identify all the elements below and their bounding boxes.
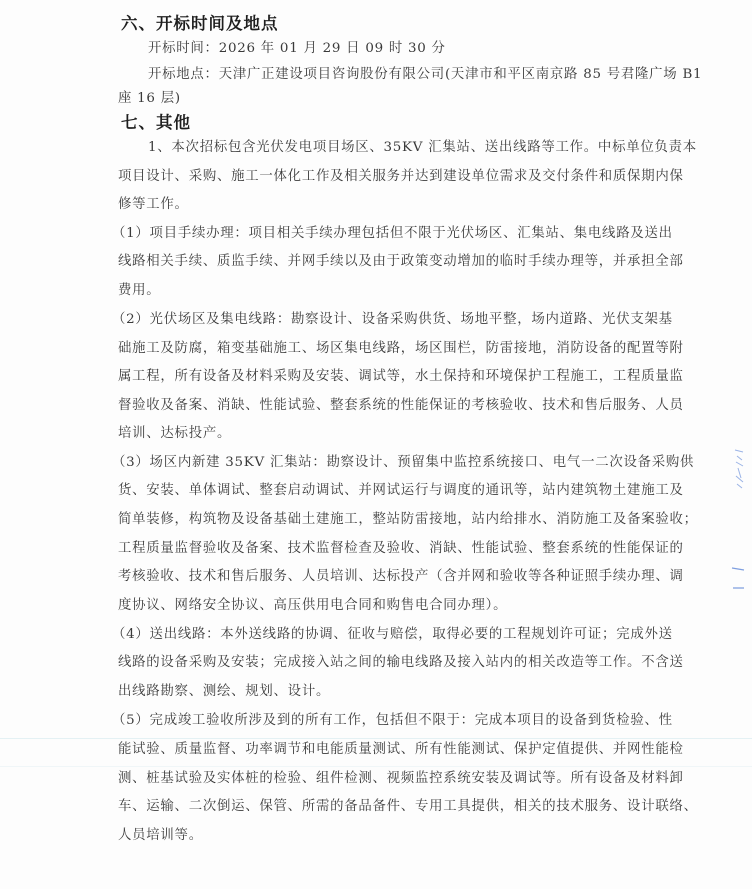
sub1-line: 线路相关手续、质监手续、并网手续以及由于政策变动增加的临时手续办理等，并承担全部	[118, 254, 684, 269]
sub1-line: 费用。	[118, 283, 161, 298]
handwriting-mark	[733, 448, 743, 488]
sub3-line: 考核验收、技术和售后服务、人员培训、达标投产（含并网和验收等各种证照手续办理、调	[118, 569, 684, 584]
opening-place-line-2: 座 16 层)	[118, 91, 181, 106]
handwriting-mark	[730, 560, 746, 593]
sub5-line: 测、桩基试验及实体桩的检验、组件检测、视频监控系统安装及调试等。所有设备及材料卸	[118, 771, 684, 786]
sub4-line: 出线路勘察、测绘、规划、设计。	[118, 684, 331, 699]
sub2-line: 督验收及备案、消缺、性能试验、整套系统的性能保证的考核验收、技术和售后服务、人员	[118, 398, 684, 413]
sub5-line: 人员培训等。	[118, 828, 203, 843]
sub5-line: 车、运输、二次倒运、保管、所需的备品备件、专用工具提供，相关的技术服务、设计联络、	[118, 799, 698, 814]
sub3-line: 工程质量监督验收及备案、技术监督检查及验收、消缺、性能试验、整套系统的性能保证的	[118, 541, 684, 556]
sub5-line: （5）完成竣工验收所涉及到的所有工作，包括但不限于：完成本项目的设备到货检验、性	[112, 713, 673, 728]
opening-time: 开标时间：2026 年 01 月 29 日 09 时 30 分	[148, 41, 446, 56]
sub3-line: 度协议、网络安全协议、高压供用电合同和购售电合同办理）。	[118, 598, 508, 613]
sub3-line: （3）场区内新建 35KV 汇集站：勘察设计、预留集中监控系统接口、电气一二次设备采购供	[112, 455, 695, 470]
opening-place-line-1: 开标地点：天津广正建设项目咨询股份有限公司(天津市和平区南京路 85 号君隆广场 B1	[148, 67, 703, 82]
sub2-line: 础施工及防腐，箱变基础施工、场区集电线路，场区围栏，防雷接地，消防设备的配置等附	[118, 341, 684, 356]
item1-line: 修等工作。	[118, 197, 189, 212]
item1-line: 1、本次招标包含光伏发电项目场区、35KV 汇集站、送出线路等工作。中标单位负责本	[148, 140, 697, 155]
sub3-line: 简单装修，构筑物及设备基础土建施工，整站防雷接地，站内给排水、消防施工及备案验收；	[118, 512, 698, 527]
sub5-line: 能试验、质量监督、功率调节和电能质量测试、所有性能测试、保护定值提供、并网性能检	[118, 742, 684, 757]
item1-line: 项目设计、采购、施工一体化工作及相关服务并达到建设单位需求及交付条件和质保期内保	[118, 169, 684, 184]
scan-artifact-line	[0, 766, 752, 767]
section-heading-opening-time-place: 六、开标时间及地点	[121, 14, 279, 33]
sub4-line: 线路的设备采购及安装；完成接入站之间的输电线路及接入站内的相关改造等工作。不含送	[118, 655, 684, 670]
sub2-line: （2）光伏场区及集电线路：勘察设计、设备采购供货、场地平整，场内道路、光伏支架基	[112, 312, 673, 327]
sub3-line: 货、安装、单体调试、整套启动调试、并网试运行与调度的通讯等，站内建筑物土建施工及	[118, 483, 684, 498]
sub2-line: 培训、达标投产。	[118, 426, 232, 441]
sub1-line: （1）项目手续办理：项目相关手续办理包括但不限于光伏场区、汇集站、集电线路及送出	[112, 226, 673, 241]
sub2-line: 属工程，所有设备及材料采购及安装、调试等，水土保持和环境保护工程施工，工程质量监	[118, 369, 684, 384]
section-heading-other: 七、其他	[121, 113, 191, 132]
scan-artifact-line	[0, 738, 752, 739]
sub4-line: （4）送出线路：本外送线路的协调、征收与赔偿，取得必要的工程规划许可证；完成外送	[112, 627, 673, 642]
